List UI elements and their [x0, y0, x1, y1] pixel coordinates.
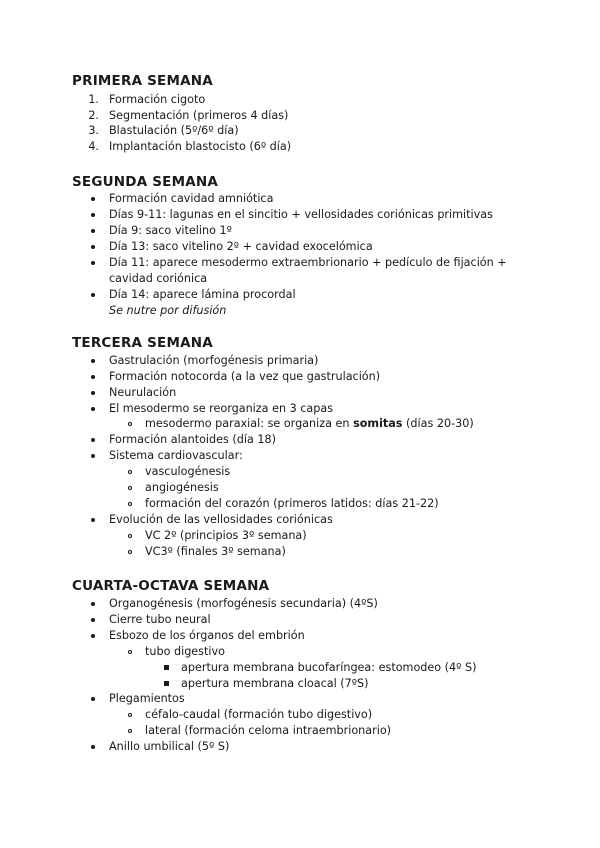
list-item: Gastrulación (morfogénesis primaria) — [109, 354, 319, 367]
sub-list-item — [145, 417, 474, 431]
sub-list-item: vasculogénesis — [145, 465, 231, 478]
list-item: Día 13: saco vitelino 2º + cavidad exocelómica — [109, 240, 373, 253]
sub-sub-list-item: apertura membrana cloacal (7ºS) — [181, 677, 369, 690]
list-item: Cierre tubo neural — [109, 613, 211, 626]
bullet-square — [164, 681, 169, 686]
bullet-dot — [91, 618, 95, 622]
list-item: Formación notocorda (a la vez que gastrulación) — [109, 370, 381, 383]
list-item-continuation: cavidad coriónica — [109, 272, 208, 285]
list-item: Anillo umbilical (5º S) — [109, 740, 230, 753]
list-number: 4. — [88, 140, 99, 153]
list-item: Organogénesis (morfogénesis secundaria) (4ºS) — [109, 597, 378, 610]
list-item: Formación cigoto — [109, 93, 206, 106]
bullet-dot — [91, 697, 95, 701]
sub-item-text: (días 20-30) — [402, 417, 474, 430]
list-item: Evolución de las vellosidades coriónicas — [109, 513, 333, 526]
section-title-tercera: TERCERA SEMANA — [72, 335, 213, 351]
bullet-circle — [128, 470, 132, 474]
list-item: Días 9-11: lagunas en el sincitio + vellosidades coriónicas primitivas — [109, 208, 493, 221]
sub-list-item: VC 2º (principios 3º semana) — [145, 529, 307, 542]
list-item: Neurulación — [109, 386, 177, 399]
bullet-circle — [128, 486, 132, 490]
bold-term: somitas — [353, 417, 403, 430]
list-item: Segmentación (primeros 4 días) — [109, 109, 289, 122]
note-text: Se nutre por difusión — [109, 304, 227, 317]
sub-list-item: VC3º (finales 3º semana) — [145, 545, 286, 558]
bullet-dot — [91, 245, 95, 249]
list-item: Formación cavidad amniótica — [109, 192, 274, 205]
bullet-circle — [128, 650, 132, 654]
list-item: Blastulación (5º/6º día) — [109, 124, 239, 137]
section-title-cuarta-octava: CUARTA-OCTAVA SEMANA — [72, 578, 270, 594]
bullet-circle — [128, 729, 132, 733]
bullet-circle — [128, 550, 132, 554]
list-item: Día 9: saco vitelino 1º — [109, 224, 232, 237]
bullet-dot — [91, 518, 95, 522]
bullet-dot — [91, 602, 95, 606]
bullet-dot — [91, 407, 95, 411]
bullet-dot — [91, 391, 95, 395]
sub-list-item: céfalo-caudal (formación tubo digestivo) — [145, 708, 373, 721]
sub-list-item: tubo digestivo — [145, 645, 225, 658]
sub-list-item: angiogénesis — [145, 481, 219, 494]
list-item: Día 11: aparece mesodermo extraembrionario + pedículo de fijación + — [109, 256, 507, 269]
list-number: 2. — [88, 109, 99, 122]
list-item: Esbozo de los órganos del embrión — [109, 629, 305, 642]
list-item: Implantación blastocisto (6º día) — [109, 140, 292, 153]
bullet-dot — [91, 261, 95, 265]
list-item: Día 14: aparece lámina procordal — [109, 288, 296, 301]
section-title-primera: PRIMERA SEMANA — [72, 73, 213, 89]
bullet-dot — [91, 745, 95, 749]
section-title-segunda: SEGUNDA SEMANA — [72, 174, 219, 190]
sub-list-item: lateral (formación celoma intraembrionario) — [145, 724, 392, 737]
list-item: El mesodermo se reorganiza en 3 capas — [109, 402, 334, 415]
bullet-dot — [91, 293, 95, 297]
bullet-dot — [91, 438, 95, 442]
list-item: Plegamientos — [109, 692, 185, 705]
bullet-dot — [91, 359, 95, 363]
bullet-circle — [128, 534, 132, 538]
bullet-circle — [128, 713, 132, 717]
bullet-dot — [91, 197, 95, 201]
sub-list-item: formación del corazón (primeros latidos: días 21-22) — [145, 497, 439, 510]
list-number: 1. — [88, 93, 99, 106]
list-number: 3. — [88, 124, 99, 137]
bullet-circle — [128, 502, 132, 506]
bullet-dot — [91, 454, 95, 458]
sub-item-text: mesodermo paraxial: se organiza en — [145, 417, 354, 430]
bullet-dot — [91, 229, 95, 233]
bullet-dot — [91, 213, 95, 217]
bullet-circle — [128, 422, 132, 426]
bullet-square — [164, 665, 169, 670]
sub-sub-list-item: apertura membrana bucofaríngea: estomodeo (4º S) — [181, 661, 477, 674]
bullet-dot — [91, 375, 95, 379]
bullet-dot — [91, 634, 95, 638]
list-item: Sistema cardiovascular: — [109, 449, 243, 462]
list-item: Formación alantoides (día 18) — [109, 433, 276, 446]
